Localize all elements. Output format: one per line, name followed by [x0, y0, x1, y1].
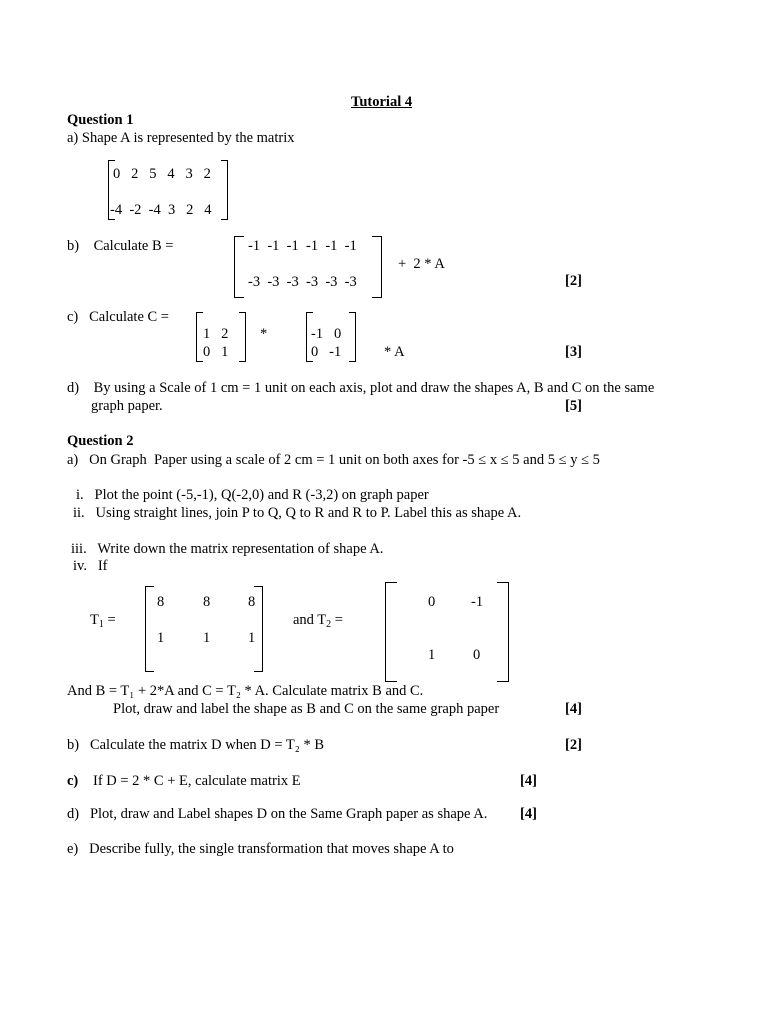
matrix-b-right-bracket	[372, 236, 382, 298]
q1-part-c-suffix: * A	[384, 344, 405, 360]
t1-letter: T	[90, 612, 99, 628]
matrix-t2-r1c2: -1	[471, 594, 484, 610]
q1-part-d-line-1: d) By using a Scale of 1 cm = 1 unit on each axis, plot and draw the shapes A, B and C on the same	[67, 380, 655, 396]
matrix-c2-right-bracket	[349, 312, 356, 362]
q2-plot-marks: [4]	[565, 701, 582, 717]
q2-part-b-marks: [2]	[565, 737, 582, 753]
matrix-t1	[145, 586, 263, 672]
q1-part-b-suffix: + 2 * A	[398, 256, 445, 272]
q1-part-d-marks: [5]	[565, 398, 582, 414]
q2-part-d-marks: [4]	[520, 806, 537, 822]
matrix-c2-row-1: -1 0	[311, 326, 342, 342]
matrix-a-row-2: -4 -2 -4 3 2 4	[110, 202, 212, 218]
matrix-t1-r2c2: 1	[203, 630, 211, 646]
page-title: Tutorial 4	[351, 94, 413, 110]
q2-and-b-line: And B = T₁ + 2*A and C = T₂ * A. Calculate matrix B and C.	[67, 683, 424, 699]
q1-part-c-label: c) Calculate C =	[67, 309, 169, 325]
q1-part-a: a) Shape A is represented by the matrix	[67, 130, 295, 146]
q2-part-c-marks: [4]	[520, 773, 537, 789]
matrix-b-row-1: -1 -1 -1 -1 -1 -1	[248, 238, 357, 254]
q1-part-d-line-2: graph paper.	[91, 398, 163, 414]
q2-part-b: b) Calculate the matrix D when D = T₂ * B	[67, 737, 324, 753]
matrix-b-constant	[234, 236, 382, 298]
q2-subpart-iii: iii. Write down the matrix representation of shape A.	[71, 541, 384, 557]
q1-part-b-marks: [2]	[565, 273, 582, 289]
q1-part-c-multiply: *	[260, 326, 268, 342]
matrix-c1-row-2: 0 1	[203, 344, 229, 360]
matrix-t1-r1c3: 8	[248, 594, 256, 610]
q1-part-c-marks: [3]	[565, 344, 582, 360]
q2-subpart-ii: ii. Using straight lines, join P to Q, Q to R and R to P. Label this as shape A.	[73, 505, 522, 521]
q1-part-b-label: b) Calculate B =	[67, 238, 174, 254]
matrix-b-row-2: -3 -3 -3 -3 -3 -3	[248, 274, 357, 290]
matrix-c1-right-bracket	[239, 312, 246, 362]
matrix-c-first	[196, 312, 246, 362]
matrix-t2-right-bracket	[497, 582, 509, 682]
matrix-t1-r2c3: 1	[248, 630, 256, 646]
matrix-t1-r1c2: 8	[203, 594, 211, 610]
matrix-t2-r2c1: 1	[428, 647, 436, 663]
t2-subscript: 2	[326, 619, 332, 630]
matrix-t1-left-bracket	[145, 586, 154, 672]
t1-subscript: 1	[98, 619, 104, 630]
matrix-t2-left-bracket	[385, 582, 397, 682]
matrix-t2	[385, 582, 509, 682]
matrix-c1-row-1: 1 2	[203, 326, 229, 342]
q2-part-c-letter: c)	[67, 773, 79, 789]
matrix-b-left-bracket	[234, 236, 244, 298]
matrix-a-row-1: 0 2 5 4 3 2	[113, 166, 211, 182]
question-2-heading: Question 2	[67, 433, 134, 449]
t2-equals: =	[331, 612, 343, 628]
q2-plot-line: Plot, draw and label the shape as B and C on the same graph paper	[113, 701, 500, 717]
t1-equals: =	[103, 612, 116, 628]
t1-label	[90, 612, 116, 629]
q2-part-a: a) On Graph Paper using a scale of 2 cm = 1 unit on both axes for -5 ≤ x ≤ 5 and 5 ≤ y ≤ 5	[67, 452, 600, 468]
matrix-t2-r2c2: 0	[473, 647, 481, 663]
q2-part-d: d) Plot, draw and Label shapes D on the Same Graph paper as shape A.	[67, 806, 488, 822]
matrix-t1-r1c1: 8	[157, 594, 165, 610]
t2-label	[293, 612, 343, 629]
q2-part-c: If D = 2 * C + E, calculate matrix E	[93, 773, 301, 789]
q2-part-e: e) Describe fully, the single transformation that moves shape A to	[67, 841, 454, 857]
matrix-c1-left-bracket	[196, 312, 203, 362]
matrix-t1-right-bracket	[254, 586, 263, 672]
question-1-heading: Question 1	[67, 112, 134, 128]
matrix-a-right-bracket	[221, 160, 228, 220]
matrix-t1-r2c1: 1	[157, 630, 165, 646]
q2-subpart-i: i. Plot the point (-5,-1), Q(-2,0) and R (-3,2) on graph paper	[76, 487, 429, 503]
matrix-c2-row-2: 0 -1	[311, 344, 342, 360]
q2-subpart-iv: iv. If	[73, 558, 108, 574]
matrix-a	[108, 160, 228, 220]
matrix-c-second	[306, 312, 356, 362]
and-t2-text: and T	[293, 612, 327, 628]
matrix-t2-r1c1: 0	[428, 594, 436, 610]
